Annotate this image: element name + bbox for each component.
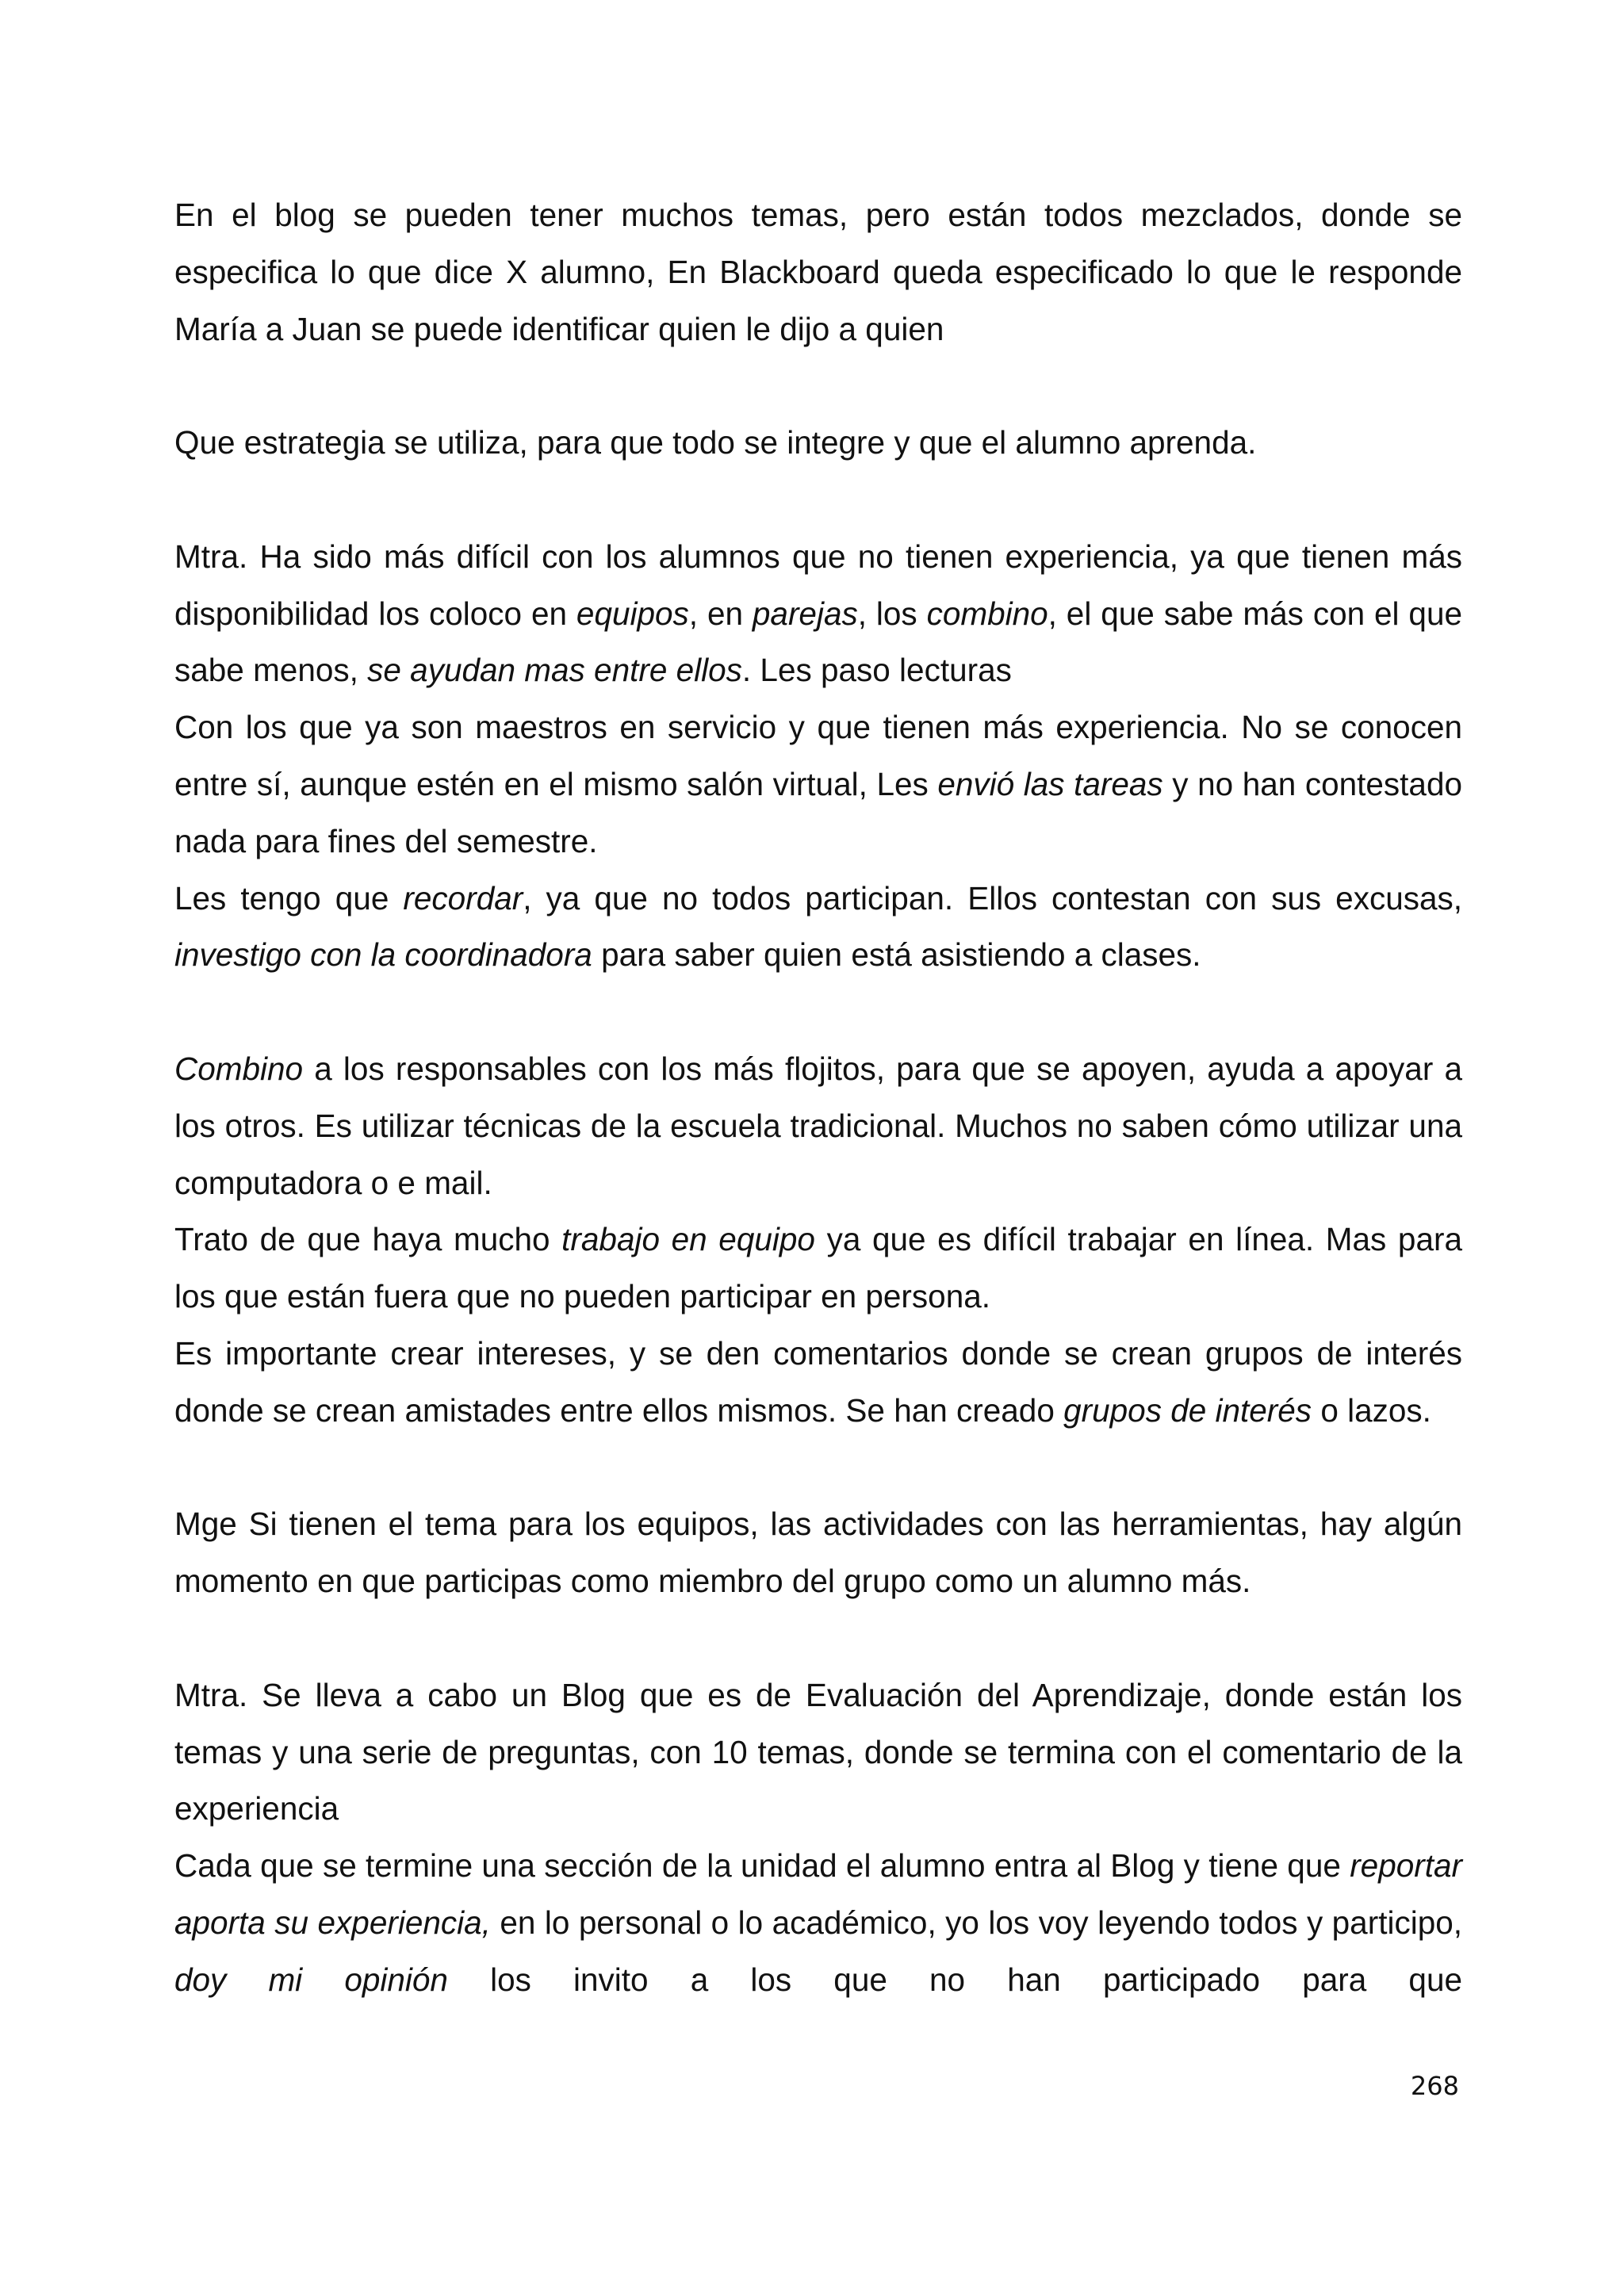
paragraph	[174, 529, 1462, 699]
paragraph	[174, 871, 1462, 985]
paragraph	[174, 1041, 1462, 1211]
paragraph-gap	[174, 472, 1462, 529]
text-run: en lo personal o lo académico, yo los voy leyendo todos y participo,	[490, 1904, 1462, 1941]
text-run: Les tengo que	[174, 879, 404, 916]
italic-text-run: grupos de interés	[1063, 1391, 1312, 1429]
italic-text-run: trabajo en equipo	[561, 1221, 815, 1258]
italic-text-run: doy mi opinión	[174, 1961, 448, 1998]
italic-text-run: parejas	[752, 595, 858, 632]
italic-text-run: Combino	[174, 1050, 304, 1087]
text-run: , ya que no todos participan. Ellos contestan con sus excusas,	[523, 879, 1462, 916]
page-number: 268	[1410, 2071, 1459, 2101]
italic-text-run: reportar aporta su experiencia,	[174, 1847, 1462, 1941]
italic-text-run: equipos	[576, 595, 689, 632]
paragraph-gap	[174, 984, 1462, 1041]
italic-text-run: combino	[926, 595, 1048, 632]
text-run: Es importante crear intereses, y se den comentarios donde se crean grupos de interés donde se crean amistades entre ellos mismos. Se han creado	[174, 1334, 1462, 1429]
paragraph	[174, 1496, 1462, 1610]
paragraph-gap	[174, 1610, 1462, 1667]
text-run: Trato de que haya mucho	[174, 1221, 562, 1258]
text-run: Que estrategia se utiliza, para que todo se integre y que el alumno aprenda.	[174, 424, 1257, 461]
paragraph	[174, 1211, 1462, 1326]
text-run: Mge Si tienen el tema para los equipos, las actividades con las herramientas, hay algún momento en que participas como miembro del grupo como un alumno más.	[174, 1506, 1462, 1600]
text-run: y no han contestado nada para fines del semestre.	[174, 765, 1463, 859]
text-run: Mtra. Ha sido más difícil con los alumnos que no tienen experiencia, ya que tienen más disponibilidad los coloco en	[174, 538, 1462, 632]
italic-text-run: envió las tareas	[937, 765, 1163, 802]
text-run: ya que es difícil trabajar en línea. Mas para los que están fuera que no pueden participar en persona.	[174, 1221, 1462, 1315]
paragraph	[174, 1667, 1462, 1838]
text-run: En el blog se pueden tener muchos temas, pero están todos mezclados, donde se especifica lo que dice X alumno, En Blackboard queda especificado lo que le responde María a Juan se puede identificar quien le dijo a quien	[174, 197, 1462, 347]
paragraph-gap	[174, 1440, 1462, 1497]
text-run: Mtra. Se lleva a cabo un Blog que es de Evaluación del Aprendizaje, donde están los temas y una serie de preguntas, con 10 temas, donde se termina con el comentario de la experiencia	[174, 1676, 1462, 1827]
text-run: , los	[857, 595, 927, 632]
text-run: los invito a los que no han participado para que	[447, 1961, 1463, 1998]
paragraph-gap	[174, 358, 1462, 415]
italic-text-run: se ayudan mas entre ellos	[367, 652, 742, 689]
paragraph	[174, 187, 1462, 358]
text-run: a los responsables con los más flojitos, para que se apoyen, ayuda a apoyar a los otros. Es utilizar técnicas de la escuela tradicional. Muchos no saben cómo utilizar una computadora o e mail.	[174, 1050, 1462, 1201]
page-body	[174, 187, 1462, 2009]
text-run: para saber quien está asistiendo a clases.	[592, 936, 1201, 974]
text-run: o lazos.	[1312, 1391, 1431, 1429]
paragraph	[174, 1838, 1462, 2008]
paragraph	[174, 699, 1462, 870]
italic-text-run: recordar	[403, 879, 523, 916]
text-run: Cada que se termine una sección de la unidad el alumno entra al Blog y tiene que	[174, 1847, 1350, 1885]
paragraph	[174, 1326, 1462, 1440]
text-run: . Les paso lecturas	[741, 652, 1012, 689]
text-run: Con los que ya son maestros en servicio y que tienen más experiencia. No se conocen entre sí, aunque estén en el mismo salón virtual, Les	[174, 709, 1462, 802]
text-run: , el que sabe más con el que sabe menos,	[174, 595, 1463, 689]
paragraph	[174, 415, 1462, 472]
text-run: , en	[688, 595, 753, 632]
italic-text-run: investigo con la coordinadora	[174, 936, 592, 974]
